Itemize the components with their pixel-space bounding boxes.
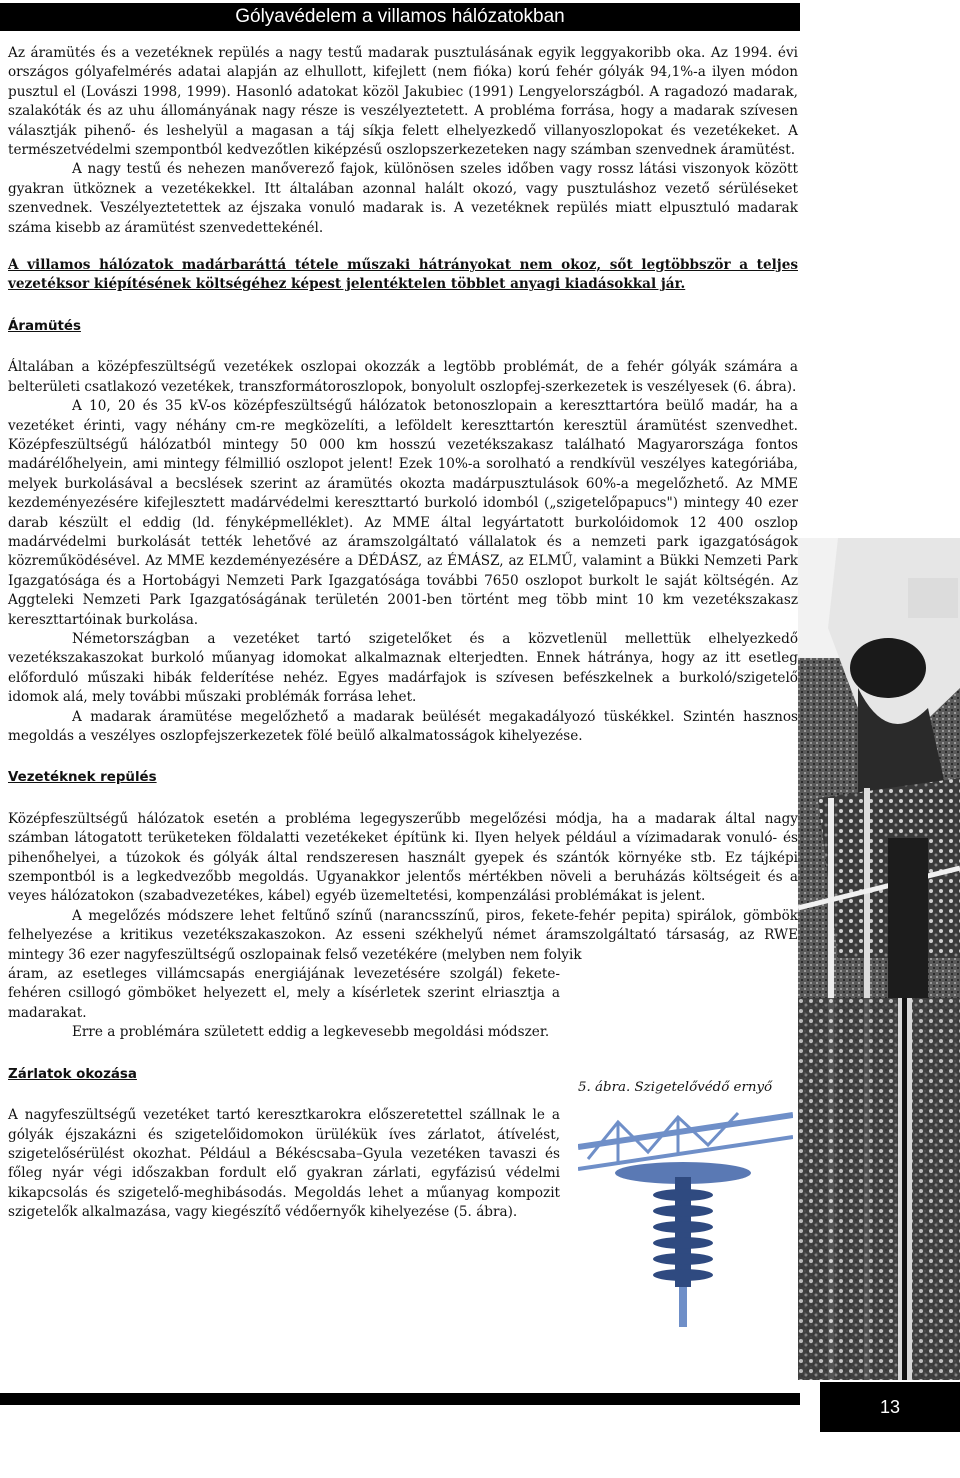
figure-caption: 5. ábra. Szigetelővédő ernyő <box>578 1080 773 1095</box>
insulator-shield-drawing <box>578 1107 793 1337</box>
main-text <box>8 44 798 1223</box>
section-heading-vezeteknek: Vezetéknek repülés <box>8 770 157 786</box>
intro-paragraph-1: Az áramütés és a vezetéknek repülés a nagy testű madarak pusztulásának egyik leggyakoribb oka. Az 1994. évi országos gólyafelmérés adatai alapján az elhullott, kifejlett (nem fióka) korú fehér gólyák 94,1%-a ilyen módon pusztul el (Lovászi 1998, 1999). Hasonló adatokat közöl Jakubiec (1991) Lengyelországból. A ragadozó madarak, szalakóták és az uhu állományának nagy része is veszélyeztetett. A probléma forrása, hogy a madarak szívesen választják pihenő- és leshelyül a magasan a táj síkja felett elhelyezkedő villanyoszlopokat és vezetékeket. A természetvédelmi szempontból kedvezőtlen kiképzésű oszlopszerkezeteken nagy számban szenvednek áramütést. <box>8 45 798 159</box>
highlight-statement: A villamos hálózatok madárbaráttá tétele műszaki hátrányokat nem okoz, sőt legtöbbször a teljes vezetéksor kiépítésének költségéhez képest jelentéktelen többlet anyagi kiadásokkal jár. <box>8 257 798 293</box>
aramutes-paragraph-4: A madarak áramütése megelőzhető a madarak beülését megakadályozó tüskékkel. Szintén hasznos megoldás a veszélyes oszlopfejszerkezetek fölé beülő alkalmatosságok kihelyezése. <box>8 708 798 744</box>
aramutes-paragraph-1: Általában a középfeszültségű vezetékek oszlopai okozzák a legtöbb problémát, de a fehér gólyák számára a belterületi csatlakozó vezetékek, transzformátoroszlopok, bonyolult oszlopfej-szerkezetek is veszélyesek (6. ábra). <box>8 359 798 395</box>
vezeteknek-paragraph-1: Középfeszültségű hálózatok esetén a probléma legegyszerűbb megelőzési módja, ha a madarak által nagy számban látogatott terüketeken földalatti vezetékeket építünk ki. Ilyen helyek például a vízimadarak vonuló- és pihenőhelyei, a túzokok és gólyák által rendszeresen használt gyepek és szántók környéke stb. Ez tájképi szempontból is a legkedvezőbb megoldás. Ugyanakkor jelentős mértékben növeli a beruházás költségeit és a veyes hálózatokon (szabadvezetékes, kábel) egyéb üzemeltetési, kompenzálási problémákat is jelent. <box>8 810 798 905</box>
vezeteknek-paragraph-4: Erre a problémára született eddig a legkevesebb megoldási módszer. <box>72 1024 550 1041</box>
page-header-title: Gólyavédelem a villamos hálózatokban <box>235 6 565 27</box>
page-number-box <box>820 1382 960 1432</box>
page-number: 13 <box>879 1397 901 1417</box>
zarlatok-paragraph-1: A nagyfeszültségű vezetéket tartó keresztkarokra előszeretettel szállnak le a gólyák éjszakázni és szigetelőidomokon ürülékük íves zárlatot, átívelést, szigetelősérülést okozhat. Például a Békéscsaba–Gyula vezetéken tavaszi és főleg nyár végi időszakban fordult elő gyakran zárlati, egyfázisú védelmi kikapcsolás és szigetelő-meghibásodás. Megoldás lehet a műanyag kompozit szigetelők alkalmazása, vagy kiegészítő védőernyők kihelyezése (5. ábra). <box>8 1107 560 1221</box>
worker-on-pole-photo <box>798 538 960 1380</box>
vezeteknek-paragraph-3: áram, az esetleges villámcsapás energiájának levezetésére szolgál) fekete-fehéren csillogó gömböket helyezett el, mely a kísérletek szerint elriasztja a madarakat. <box>8 966 560 1021</box>
header-title-bar <box>0 3 800 31</box>
aramutes-paragraph-3: Németországban a vezetéket tartó szigetelőket és a közvetlenül mellettük elhelyezkedő vezetékszakaszokat burkoló műanyag idomokat alkalmaznak elterjedten. Ennek hátránya, hogy az itt esetleg előforduló műszaki hibák felderítése nehéz. Egyes madárfajok is szívesen befészkelnek a burkoló/szigetelő idomok alá, mely további műszaki problémák forrása lehet. <box>8 630 798 706</box>
section-heading-aramutes: Áramütés <box>8 318 81 334</box>
figure-5 <box>578 1080 793 1341</box>
section-heading-zarlatok: Zárlatok okozása <box>8 1066 137 1082</box>
aramutes-paragraph-2: A 10, 20 és 35 kV-os középfeszültségű hálózatok betonoszlopain a kereszttartóra beülő madár, ha a vezetéket érinti, vagy néhány cm-re megközelíti, a leföldelt kereszttartón keresztül áramütést szenvedhet. Középfeszültségű hálózatból mintegy 50 000 km hosszú vezetékszakasz található Magyarországa fontos madárélőhelyein, ami mintegy félmillió oszlopot jelent! Ezek 10%-a sorolható a rendkívül veszélyes kategóriába, melyek burkolásával a becslések szerint az áramütés okozta madárpusztulások 60%-a megelőzhető. Az MME kezdeményezésére kifejlesztett madárvédelmi kereszttartó burkoló idomból („szigetelőpapucs") mintegy 40 ezer darab készült el eddig (ld. fényképmelléklet). Az MME által legyártatott burkolóidomok 12 400 oszlop madárvédelmi burkolását tették lehetővé az áramszolgáltató vállalatok és a nemzeti park igazgatóságok közreműködésével. Az MME kezdeményezésére a DÉDÁSZ, az ÉMÁSZ, az ELMŰ, valamint a Bükki Nemzeti Park Igazgatósága és a Hortobágyi Nemzeti Park Igazgatósága további 7650 oszlopot burkolt le saját költségén. Az Aggteleki Nemzeti Park Igazgatóságának területén 2001-ben történt meg több mint 10 km vezetékszakasz kereszttartóinak burkolása. <box>8 398 798 628</box>
vezeteknek-paragraph-2: A megelőzés módszere lehet feltűnő színű (narancsszínű, piros, fekete-fehér pepita) spirálok, gömbök felhelyezése a kritikus vezetékszakaszokon. Az esseni székhelyű német áramszolgáltató társaság, az RWE mintegy 36 ezer nagyfeszültségű oszlopainak felső vezetékére (melyben nem folyik <box>8 907 798 963</box>
footer-rule <box>0 1393 800 1405</box>
intro-paragraph-2: A nagy testű és nehezen manőverező fajok, különösen szeles időben vagy rossz látási viszonyok között gyakran ütköznek a vezetékekkel. Itt általában azonnal halált okozó, vagy pusztuláshoz vezető sérüléseket szenvednek. Veszélyeztetettek az éjszaka vonuló madarak is. A vezetéknek repülés miatt elpusztuló madarak száma kisebb az áramütést szenvedettekénél. <box>8 161 798 236</box>
